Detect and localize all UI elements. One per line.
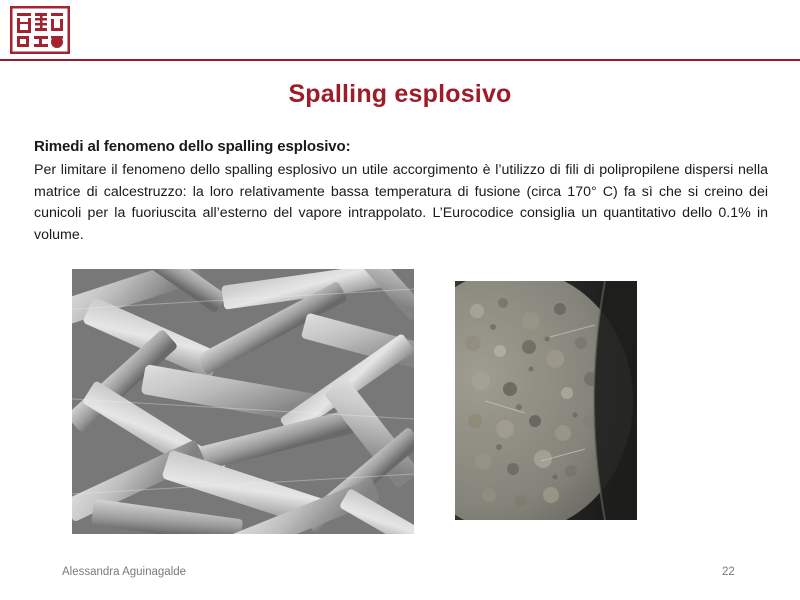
header-divider-rule [0,59,800,61]
red-seal-stamp-logo [10,6,70,54]
content-block [34,138,768,246]
content-lead-in: Rimedi al fenomeno dello spalling esplosivo: [34,138,351,155]
content-paragraph: Per limitare il fenomeno dello spalling esplosivo un utile accorgimento è l’utilizzo di fili di polipropilene dispersi nella matrice di calcestruzzo: la loro relativamente bassa temperatura di fusione (circa 170° C) fa sì che si creino dei cunicoli per la fuoriuscita all’esterno del vapore intrappolato. L’Eurocodice consiglia un quantitativo dello 0.1% in volume. [34,162,768,243]
sem-micrograph-polypropylene-fibres [72,269,414,534]
footer-author: Alessandra Aguinagalde [62,566,187,578]
page-title: Spalling esplosivo [288,80,512,108]
footer-page-number: 22 [722,566,735,578]
concrete-surface-photo [455,281,637,520]
slide-header [0,0,800,60]
